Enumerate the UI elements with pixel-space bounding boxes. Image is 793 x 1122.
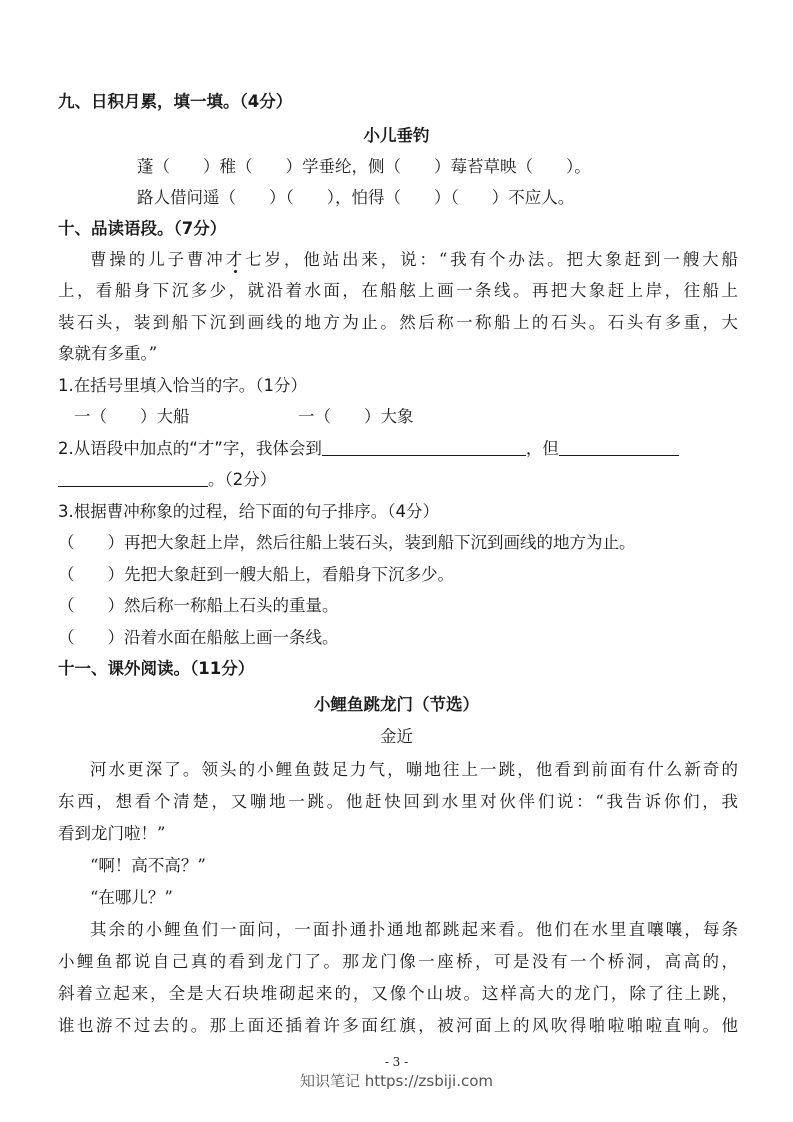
reading-line-6: 其余的小鲤鱼们一面问，一面扑通扑通地都跳起来看。他们在水里直嚷嚷，每条 [90,920,738,939]
question-1-blank-a: 一（ ）大船 [74,407,190,426]
poem-title: 小儿垂钓 [363,126,430,145]
passage-line-2: 上，看船身下沉多少，就沿着水面，在船舷上画一条线。再把大象赶上岸，往船上 [58,281,738,300]
site-watermark[interactable]: 知识笔记 https://zsbiji.com [299,1072,494,1090]
order-item-2: （ ）先把大象赶到一艘大船上，看船身下沉多少。 [58,565,454,584]
question-1: 1.在括号里填入恰当的字。（1分） [58,376,307,395]
answer-blank-1[interactable] [322,437,526,456]
passage-line-3: 装石头，装到船下沉到画线的地方为止。然后称一称船上的石头。石头有多重，大 [58,313,738,332]
poem-line-2: 路人借问遥（ ）（ ），怕得（ ）（ ）不应人。 [137,188,575,207]
question-2-continued [58,468,276,492]
reading-title: 小鲤鱼跳龙门（节选） [314,695,479,714]
section-9-heading: 九、日积月累，填一填。（4分） [58,92,293,111]
passage-line-4: 象就有多重。” [58,344,158,363]
question-2-but: ，但 [525,439,559,458]
order-item-1: （ ）再把大象赶上岸，然后往船上装石头，装到船下沉到画线的地方为止。 [58,533,636,552]
order-item-3: （ ）然后称一称船上石头的重量。 [58,596,339,615]
question-2-text: 2.从语段中加点的“才”字，我体会到 [58,439,322,458]
poem-line-1: 蓬（ ）稚（ ）学垂纶，侧（ ）莓苔草映（ ）。 [137,157,591,176]
emphasis-dot-icon [234,270,237,273]
passage-line-1-part-b: 七岁，他站出来，说：“我有个办法。把大象赶到一艘大船 [245,250,739,269]
order-item-4: （ ）沿着水面在船舷上画一条线。 [58,628,339,647]
reading-line-5: “在哪儿？” [90,888,173,907]
reading-line-4: “啊！高不高？” [90,856,206,875]
answer-blank-3[interactable] [58,468,208,487]
reading-line-9: 谁也游不过去的。那上面还插着许多面红旗，被河面上的风吹得啪啦啪啦直响。他 [58,1016,738,1035]
passage-line-1 [90,248,738,272]
reading-author: 金近 [380,727,413,746]
passage-line-1-part-a: 曹操的儿子曹冲 [90,250,226,269]
question-2 [58,437,679,461]
section-11-heading: 十一、课外阅读。（11分） [58,659,255,678]
question-3: 3.根据曹冲称象的过程，给下面的句子排序。（4分） [58,502,439,521]
reading-line-1: 河水更深了。领头的小鲤鱼鼓足力气，嘣地往上一跳，他看到前面有什么新奇的 [90,760,738,779]
page-number: - 3 - [384,1055,409,1069]
question-1-blank-b: 一（ ）大象 [298,407,414,426]
reading-line-7: 小鲤鱼都说自己真的看到龙门了。那龙门像一座桥，可是没有一个桥洞，高高的， [58,952,738,971]
reading-line-2: 东西，想看个清楚，又嘣地一跳。他赶快回到水里对伙伴们说：“我告诉你们，我 [58,792,738,811]
question-2-score: 。（2分） [208,470,277,489]
reading-line-3: 看到龙门啦！” [58,824,166,843]
section-10-heading: 十、品读语段。（7分） [58,219,227,238]
dotted-character: 才 [226,250,245,269]
answer-blank-2[interactable] [559,437,679,456]
reading-line-8: 斜着立起来，全是大石块堆砌起来的，又像个山坡。这样高大的龙门，除了往上跳， [58,984,738,1003]
